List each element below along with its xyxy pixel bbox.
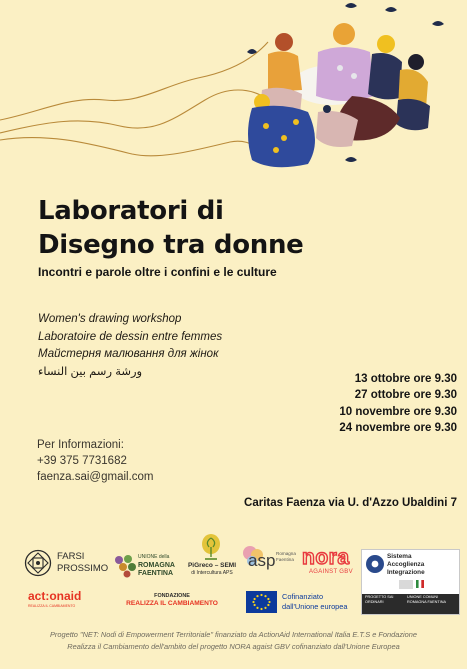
date-item: 27 ottobre ore 9.30 — [354, 389, 457, 402]
asp-sub-2: Faentina — [276, 556, 294, 562]
asp-sub-1: Romagna — [276, 551, 296, 556]
sai-ministry-emblem — [399, 580, 413, 589]
sai-ordinari: ORDINARI — [365, 600, 384, 604]
women-circle-illustration — [0, 0, 467, 175]
unione-grapes-icon — [113, 554, 139, 578]
date-item: 10 novembre ore 9.30 — [339, 405, 457, 418]
pigreco-line-1: PiGreco – SEMI — [187, 562, 237, 569]
actionaid-logo — [28, 589, 108, 615]
translation-ukrainian: Майстерня малювання для жінок — [38, 348, 219, 360]
sai-line-3: Integrazione — [387, 569, 425, 576]
unione-line-2: ROMAGNA — [138, 561, 175, 569]
decorative-line — [0, 42, 268, 120]
title-line-2: Disegno tra donne — [38, 230, 304, 260]
asp-logo — [242, 545, 298, 577]
phone-number[interactable]: +39 375 7731682 — [37, 455, 127, 468]
date-item: 13 ottobre ore 9.30 — [354, 373, 457, 385]
decorative-line — [0, 138, 270, 162]
translation-french: Laboratoire de dessin entre femmes — [38, 330, 223, 343]
sai-progetto: PROGETTO SAI — [365, 595, 394, 599]
woman-figure — [316, 23, 374, 101]
pigreco-line-2: di Intercultura APS — [191, 569, 233, 576]
footer-line-2: Realizza il Cambiamento dell'ambito del progetto NORA agaist GBV cofinanziato dall'Unione Europea — [67, 641, 400, 651]
italy-flag-icon — [416, 580, 424, 588]
actionaid-name: act:onaid — [28, 589, 82, 603]
decorative-line — [0, 90, 266, 133]
translation-arabic: ورشة رسم بين النساء — [38, 365, 143, 378]
farsi-prossimo-emblem-icon — [24, 549, 52, 577]
fondazione-logo — [117, 593, 227, 613]
sai-line-1: Sistema — [387, 553, 412, 560]
unione-romagna-logo — [113, 551, 183, 581]
farsi-line-1: FARSI — [57, 551, 85, 562]
eu-cofunded-logo — [246, 591, 356, 615]
farsi-prossimo-logo — [24, 549, 109, 579]
pigreco-sprout-icon — [200, 533, 222, 561]
nora-logo — [301, 546, 357, 579]
nora-name: nora — [302, 546, 350, 569]
unione-line-3: FAENTINA — [138, 570, 173, 577]
pigreco-logo — [183, 533, 243, 579]
eu-flag-icon — [246, 591, 277, 613]
footer-note — [18, 629, 449, 652]
subtitle: Incontri e parole oltre i confini e le culture — [38, 265, 277, 279]
sai-emblem-icon — [365, 554, 385, 574]
actionaid-sub: REALIZZA IL CAMBIAMENTO — [28, 604, 76, 608]
fondazione-line-1: FONDAZIONE — [154, 593, 190, 599]
unione-line-1: UNIONE della — [138, 554, 170, 560]
venue-address: Caritas Faenza via U. d'Azzo Ubaldini 7 — [244, 497, 457, 509]
dates-list — [339, 371, 457, 436]
date-item: 24 novembre ore 9.30 — [339, 421, 457, 434]
page-title — [38, 194, 438, 262]
translations-list — [38, 311, 222, 381]
sai-unione: UNIONE COMUNI — [407, 595, 439, 599]
contact-info — [37, 437, 154, 486]
sai-romagna: ROMAGNA FAENTINA — [407, 600, 447, 604]
eu-line-1: Cofinanziato — [282, 592, 324, 601]
email-address[interactable]: faenza.sai@gmail.com — [37, 471, 154, 484]
woman-figure — [368, 35, 402, 99]
title-line-1: Laboratori di — [38, 196, 224, 226]
asp-name: asp — [248, 551, 276, 570]
footer-line-1: Progetto "NET: Nodi di Empowerment Territoriale" finanziato da ActionAid International Italia E.T.S e Fondazione — [49, 630, 418, 639]
sai-logo — [361, 549, 460, 615]
translation-english: Women's drawing workshop — [38, 313, 182, 325]
fondazione-line-2: REALIZZA IL CAMBIAMENTO — [126, 599, 218, 607]
info-label: Per Informazioni: — [37, 439, 124, 451]
nora-sub: AGAINST GBV — [309, 569, 353, 575]
farsi-line-2: PROSSIMO — [57, 563, 109, 574]
eu-line-2: dall'Unione europea — [282, 601, 348, 611]
sai-line-2: Accoglienza — [387, 561, 425, 568]
